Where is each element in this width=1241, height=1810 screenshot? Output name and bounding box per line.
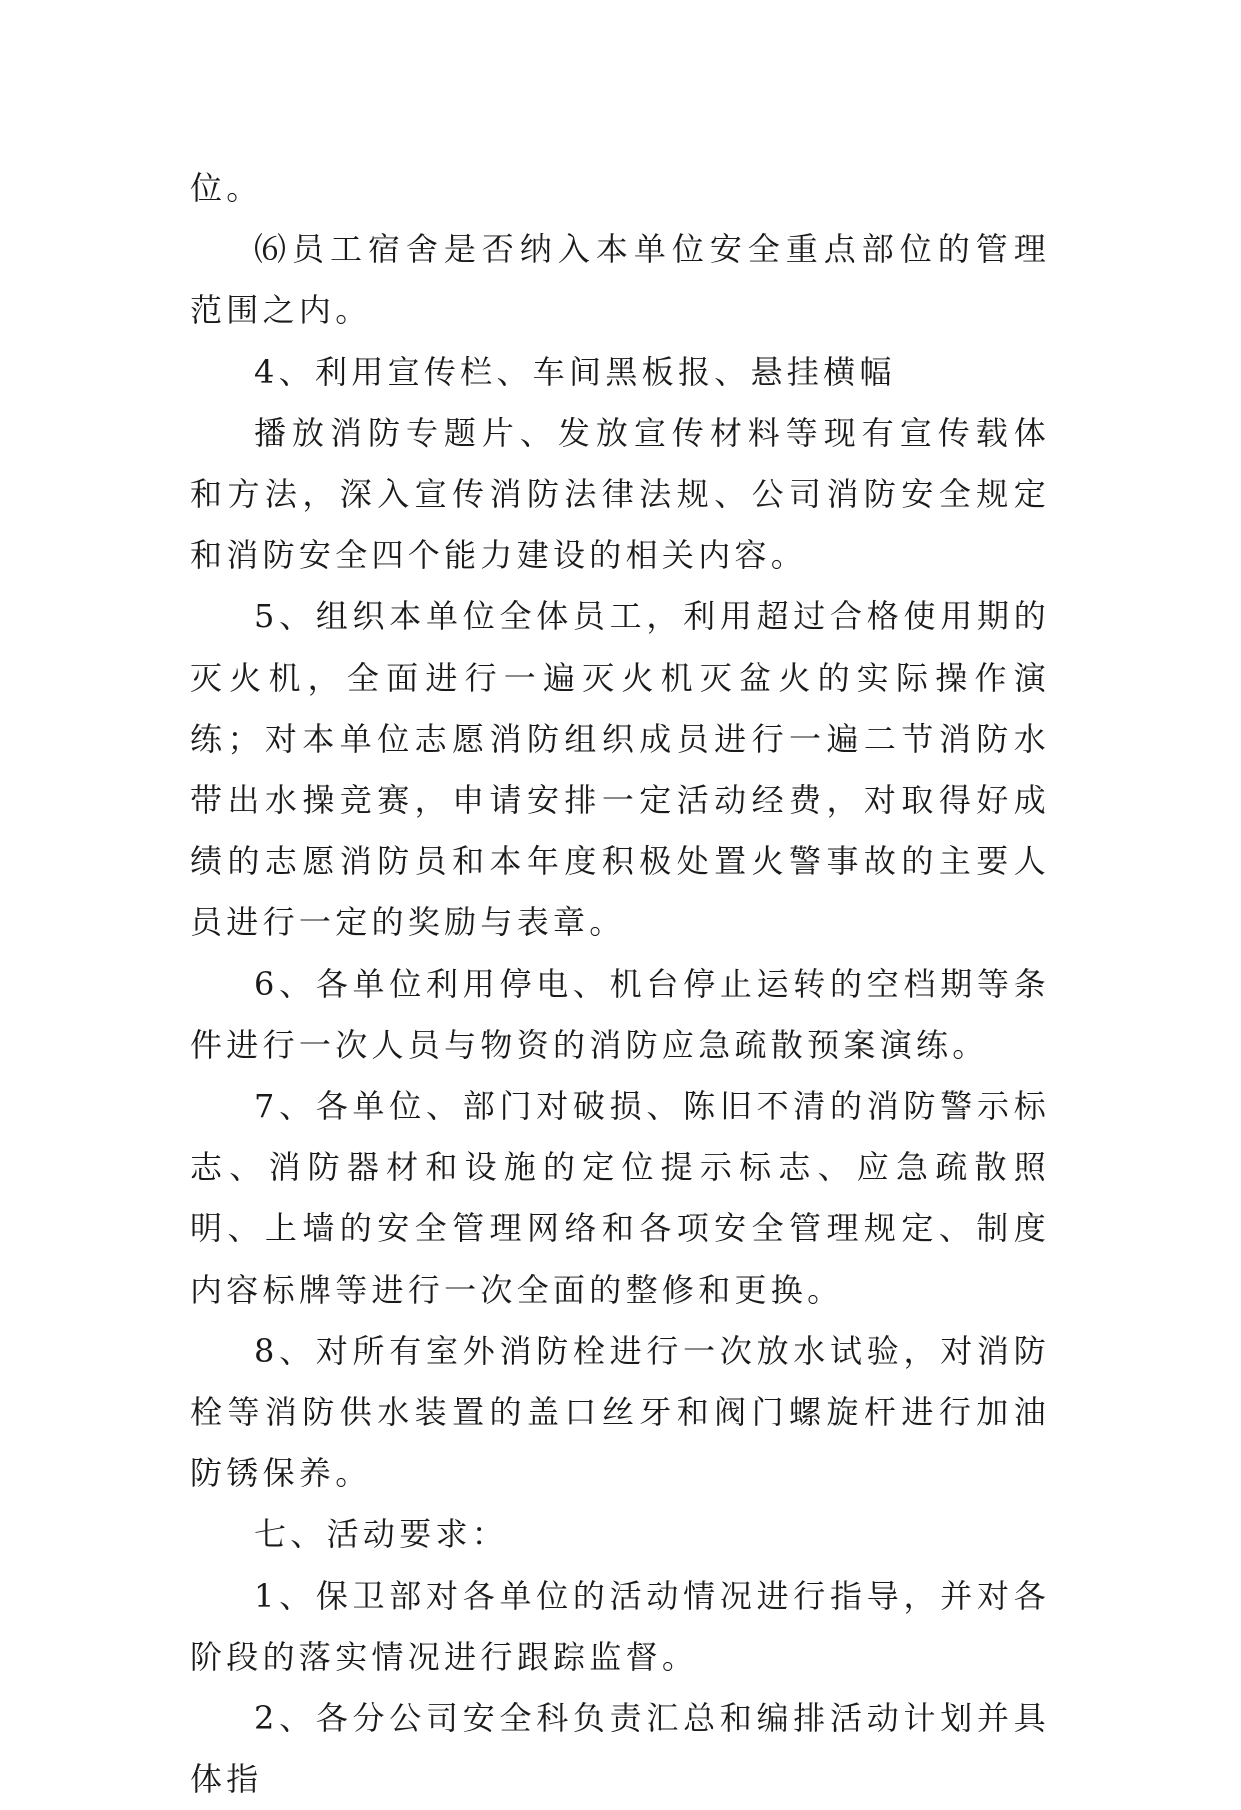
paragraph: 位。 xyxy=(190,169,263,207)
paragraph: ⑹员工宿舍是否纳入本单位安全重点部位的管理范围之内。 xyxy=(190,230,1050,330)
paragraph: 4、利用宣传栏、车间黑板报、悬挂横幅 xyxy=(254,352,896,391)
paragraph: 5、组织本单位全体员工，利用超过合格使用期的灭火机，全面进行一遍灭火机灭盆火的实际操作演练；对本单位志愿消防组织成员进行一遍二节消防水带出水操竞赛，申请安排一定活动经费，对取得好成绩的志愿消防员和本年度积极处置火警事故的主要人员进行一定的奖励与表章。 xyxy=(190,597,1050,942)
paragraph: 8、对所有室外消防栓进行一次放水试验，对消防栓等消防供水装置的盖口丝牙和阀门螺旋杆进行加油防锈保养。 xyxy=(190,1331,1050,1493)
paragraph: 1、保卫部对各单位的活动情况进行指导，并对各阶段的落实情况进行跟踪监督。 xyxy=(190,1576,1050,1676)
paragraph: 7、各单位、部门对破损、陈旧不清的消防警示标志、消防器材和设施的定位提示标志、应急疏散照明、上墙的安全管理网络和各项安全管理规定、制度内容标牌等进行一次全面的整修和更换。 xyxy=(190,1087,1050,1309)
paragraph: 6、各单位利用停电、机台停止运转的空档期等条件进行一次人员与物资的消防应急疏散预案演练。 xyxy=(190,964,1050,1064)
document-body xyxy=(190,158,1050,1810)
paragraph: 2、各分公司安全科负责汇总和编排活动计划并具体指 xyxy=(190,1699,1050,1799)
paragraph: 播放消防专题片、发放宣传材料等现有宣传载体和方法，深入宣传消防法律法规、公司消防安全规定和消防安全四个能力建设的相关内容。 xyxy=(190,413,1050,575)
paragraph: 七、活动要求： xyxy=(254,1515,509,1554)
